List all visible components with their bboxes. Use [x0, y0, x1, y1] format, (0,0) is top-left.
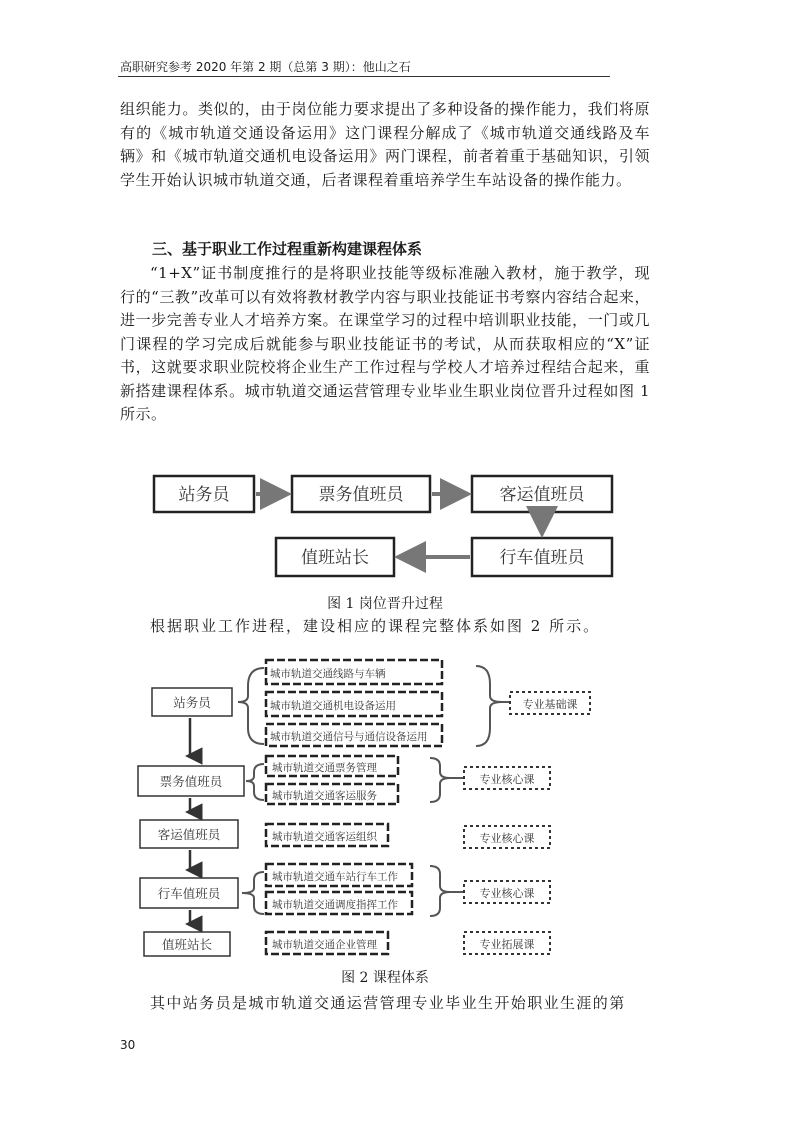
paragraph-1: 组织能力。类似的，由于岗位能力要求提出了多种设备的操作能力，我们将原有的《城市轨道交通设备运用》这门课程分解成了《城市轨道交通线路及车辆》和《城市轨道交通机电设备运用》两门课程，前者着重于基础知识，引领学生开始认识城市轨道交通，后者课程着重培养学生车站设备的操作能力。 [120, 100, 650, 189]
fig2-category-2: 专业核心课 [479, 832, 535, 845]
section-heading: 三、基于职业工作过程重新构建课程体系 [152, 240, 423, 258]
fig2-left-brace-3 [242, 872, 264, 914]
fig2-course-4: 城市轨道交通客运服务 [272, 790, 377, 802]
fig1-label-1: 票务值班员 [318, 485, 404, 505]
fig2-course-5: 城市轨道交通客运组织 [272, 831, 377, 843]
fig2-category-4: 专业拓展课 [479, 938, 535, 951]
page-number: 30 [120, 1038, 136, 1052]
fig2-course-7: 城市轨道交通调度指挥工作 [272, 899, 398, 911]
fig2-position-2: 客运值班员 [157, 827, 221, 842]
paragraph-2: “1+X”证书制度推行的是将职业技能等级标准融入教材，施于教学，现行的“三教”改革可以有效将教材教学内容与职业技能证书考察内容结合起来，进一步完善专业人才培养方案。在课堂学习的过程中培训职业技能，一门或几门课程的学习完成后就能参与职业技能证书的考试，从而获取相应的“X”证书，这就要求职业院校将企业生产工作过程与学校人才培养过程结合起来，重新搭建课程体系。城市轨道交通运营管理专业毕业生职业岗位晋升过程如图 1 所示。 [120, 264, 650, 423]
figure-2-course-system [130, 652, 605, 960]
fig2-course-8: 城市轨道交通企业管理 [272, 939, 377, 951]
figure-2-caption: 图 2 课程体系 [341, 970, 429, 986]
figure-1-promotion-flow [152, 470, 620, 582]
fig2-position-3: 行车值班员 [157, 886, 221, 901]
header-rule [118, 76, 610, 77]
fig2-left-brace-0 [238, 668, 264, 744]
fig2-left-brace-1 [246, 764, 264, 800]
fig2-course-3: 城市轨道交通票务管理 [272, 762, 377, 774]
fig2-position-0: 站务员 [173, 695, 211, 710]
running-header: 高职研究参考 2020 年第 2 期（总第 3 期）：他山之石 [120, 60, 411, 74]
fig1-label-0: 站务员 [178, 485, 230, 505]
fig2-right-brace-3 [430, 866, 450, 916]
paragraph-3: 根据职业工作进程，建设相应的课程完整体系如图 2 所示。 [150, 617, 601, 635]
figure-1-caption: 图 1 岗位晋升过程 [327, 596, 443, 612]
fig2-course-1: 城市轨道交通机电设备运用 [270, 700, 396, 712]
fig2-course-0: 城市轨道交通线路与车辆 [270, 668, 386, 680]
fig1-label-2: 客运值班员 [499, 485, 585, 505]
fig2-course-6: 城市轨道交通车站行车工作 [272, 871, 398, 883]
fig2-right-brace-1 [430, 758, 450, 802]
fig2-course-2: 城市轨道交通信号与通信设备运用 [270, 731, 428, 743]
fig1-label-3: 行车值班员 [499, 548, 585, 568]
fig1-label-4: 值班站长 [301, 548, 369, 568]
fig2-position-4: 值班站长 [161, 937, 213, 952]
fig2-category-0: 专业基础课 [522, 698, 578, 711]
fig2-right-brace-0 [476, 666, 502, 746]
fig2-category-1: 专业核心课 [479, 773, 535, 786]
fig2-category-3: 专业核心课 [479, 887, 535, 900]
fig2-position-1: 票务值班员 [159, 774, 223, 789]
paragraph-4: 其中站务员是城市轨道交通运营管理专业毕业生开始职业生涯的第 [150, 994, 626, 1012]
